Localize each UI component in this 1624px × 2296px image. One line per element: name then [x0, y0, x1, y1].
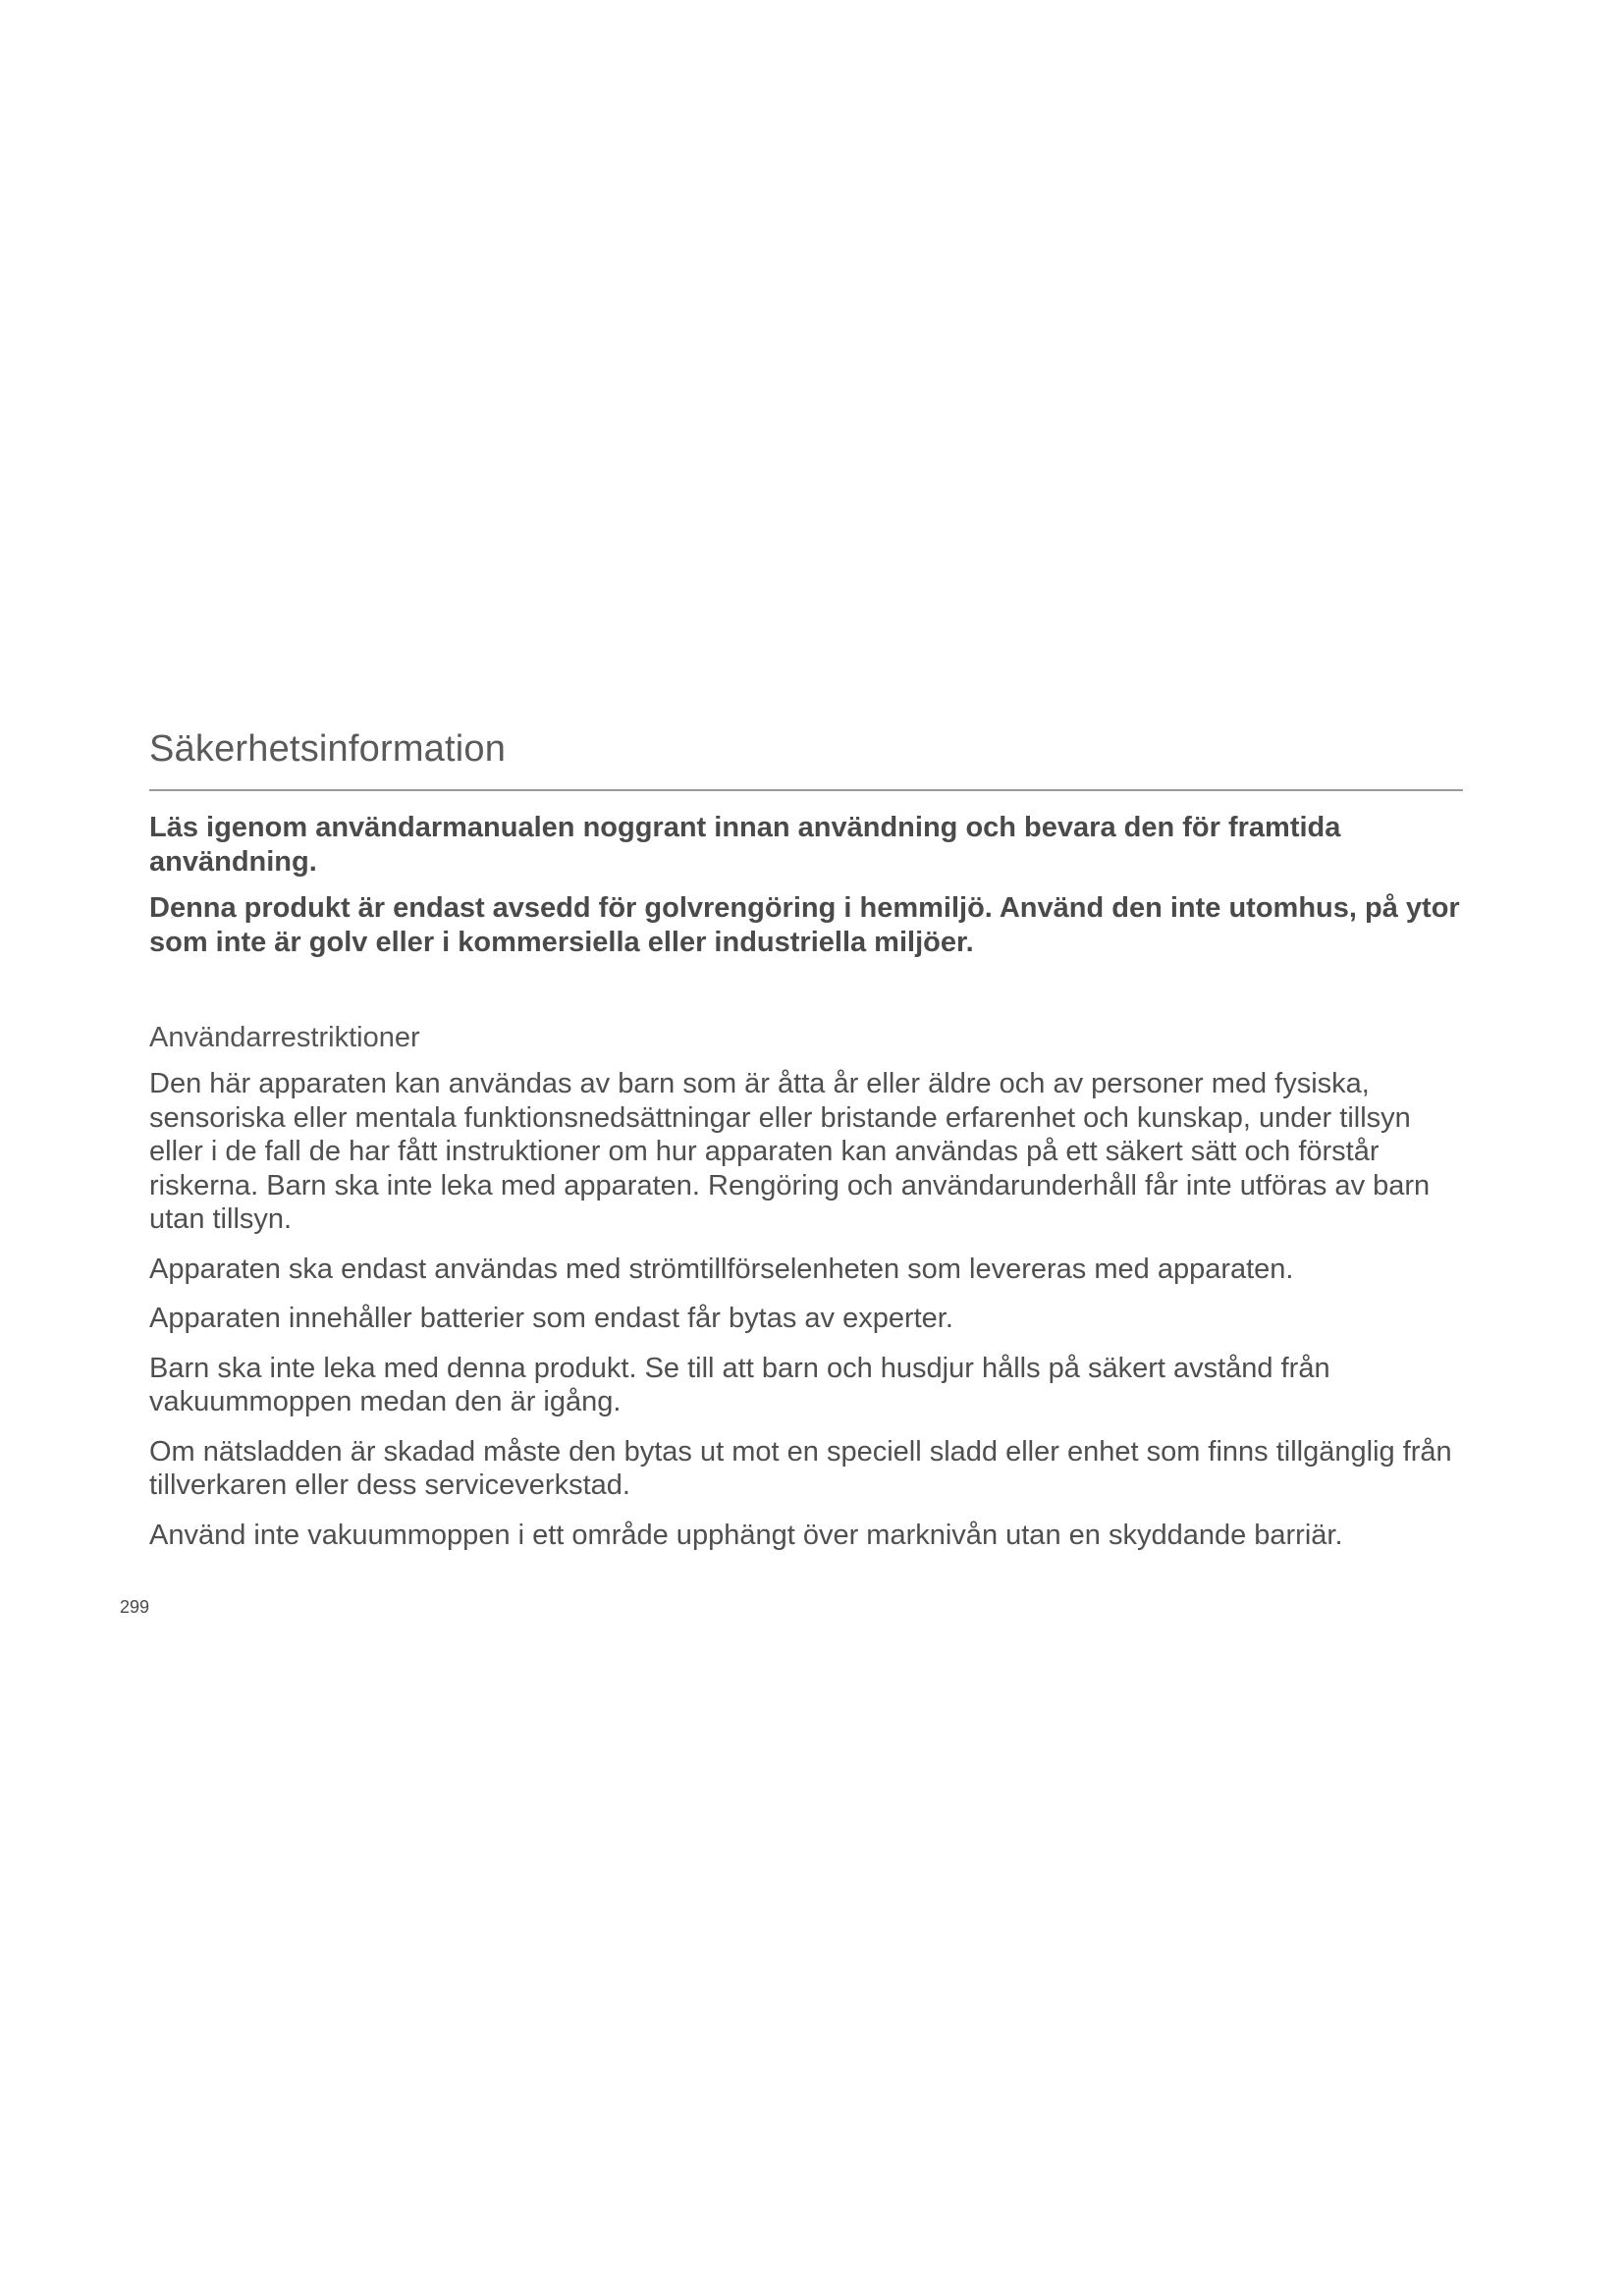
title-divider: [149, 789, 1463, 791]
subsection-heading: Användarrestriktioner: [149, 1022, 420, 1053]
body-paragraph: Den här apparaten kan användas av barn som är åtta år eller äldre och av personer med fysiska, sensoriska eller mentala funktionsnedsättningar eller bristande erfarenhet och kunskap, under tillsyn eller i de fall de har fått instruktioner om hur apparaten kan användas på ett säkert sätt och förstår riskerna. Barn ska inte leka med apparaten. Rengöring och användarunderhåll får inte utföras av barn utan tillsyn.: [149, 1068, 1431, 1235]
intro-paragraph: Läs igenom användarmanualen noggrant innan användning och bevara den för framtida användning.: [149, 812, 1341, 878]
intro-paragraph: Denna produkt är endast avsedd för golvrengöring i hemmiljö. Använd den inte utomhus, på ytor som inte är golv eller i kommersiella eller industriella miljöer.: [149, 892, 1460, 958]
body-paragraph: Apparaten innehåller batterier som endast får bytas av experter.: [149, 1303, 953, 1334]
section-title: Säkerhetsinformation: [149, 728, 507, 770]
body-paragraph: Använd inte vakuummoppen i ett område upphängt över marknivån utan en skyddande barriär.: [149, 1519, 1343, 1551]
body-paragraph: Barn ska inte leka med denna produkt. Se till att barn och husdjur hålls på säkert avstånd från vakuummoppen medan den är igång.: [149, 1352, 1330, 1417]
body-paragraph: Apparaten ska endast användas med strömtillförselenheten som levereras med apparaten.: [149, 1253, 1294, 1285]
safety-section: [149, 726, 1465, 1552]
page-number: 299: [120, 1597, 150, 1617]
body-paragraph: Om nätsladden är skadad måste den bytas ut mot en speciell sladd eller enhet som finns tillgänglig från tillverkaren eller dess serviceverkstad.: [149, 1435, 1452, 1501]
